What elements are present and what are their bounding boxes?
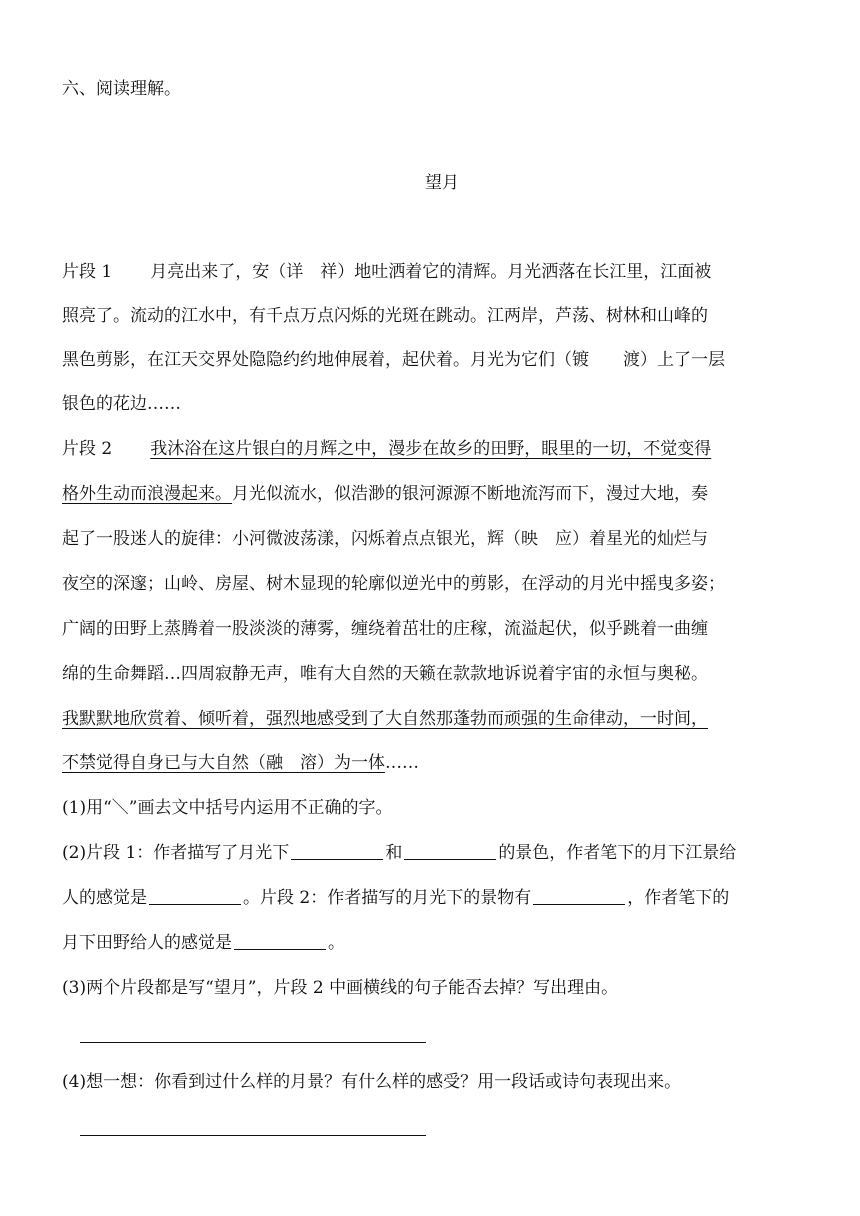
- passage-1-line-3: 黑色剪影，在江天交界处隐隐约约地伸展着，起伏着。月光为它们（镀 渡）上了一层: [62, 350, 725, 370]
- answer-blank-1[interactable]: [291, 843, 383, 860]
- passage-2-line-8: [62, 752, 419, 774]
- passage-2-line-5: 广阔的田野上蒸腾着一股淡淡的薄雾，缠绕着茁壮的庄稼，流溢起伏，似乎跳着一曲缠: [62, 619, 708, 639]
- passage-2-label: 片段 2: [62, 439, 113, 459]
- answer-blank-4[interactable]: [533, 888, 625, 905]
- passage-2-line-3: 起了一股迷人的旋律：小河微波荡漾，闪烁着点点银光，辉（映 应）着星光的灿烂与: [62, 529, 708, 549]
- answer-blank-3[interactable]: [149, 888, 241, 905]
- passage-1-label: 片段 1: [62, 262, 113, 282]
- answer-line-question-4[interactable]: [80, 1135, 426, 1136]
- passage-1-text-1: 月亮出来了，安（详 祥）地吐洒着它的清辉。月光洒落在长江里，江面被: [150, 262, 712, 282]
- passage-1-line-1: [62, 261, 711, 283]
- section-heading: 六、阅读理解。: [62, 79, 181, 99]
- passage-2-line-2: [62, 483, 708, 505]
- question-2-line-3: [62, 932, 345, 954]
- passage-2-text-2: 月光似流水，似浩渺的银河源源不断地流泻而下，漫过大地，奏: [232, 484, 708, 504]
- passage-2-line-4: 夜空的深邃；山岭、房屋、树木显现的轮廓似逆光中的剪影，在浮动的月光中摇曳多姿；: [62, 574, 725, 594]
- passage-2-text-8: ……: [385, 753, 419, 773]
- answer-blank-5[interactable]: [234, 933, 326, 950]
- question-2-line-2: [62, 887, 729, 909]
- question-2-text-f: ，作者笔下的: [627, 888, 730, 908]
- passage-2-line-7: [62, 708, 708, 730]
- passage-1-line-4: 银色的花边……: [62, 394, 181, 414]
- question-2-line-1: [62, 842, 736, 864]
- question-3: (3)两个片段都是写“望月”，片段 2 中画横线的句子能否去掉？写出理由。: [62, 978, 619, 998]
- question-2-text-h: 。: [328, 933, 345, 953]
- question-4: (4)想一想：你看到过什么样的月景？有什么样的感受？用一段话或诗句表现出来。: [62, 1072, 682, 1092]
- passage-title: 望月: [425, 173, 459, 193]
- passage-2-line-6: 绵的生命舞蹈…四周寂静无声，唯有大自然的天籁在款款地诉说着宇宙的永恒与奥秘。: [62, 664, 708, 684]
- passage-2-underlined-sentence-2a: 我默默地欣赏着、倾听着，强烈地感受到了大自然那蓬勃而顽强的生命律动，一时间，: [62, 709, 708, 729]
- question-2-text-a: (2)片段 1：作者描写了月光下: [62, 843, 290, 863]
- passage-2-underlined-sentence-2b: 不禁觉得自身已与大自然（融 溶）为一体: [62, 753, 385, 773]
- passage-1-line-2: 照亮了。流动的江水中，有千点万点闪烁的光斑在跳动。江两岸，芦荡、树林和山峰的: [62, 306, 708, 326]
- question-2-text-d: 人的感觉是: [62, 888, 147, 908]
- answer-blank-2[interactable]: [404, 843, 496, 860]
- passage-2-underlined-sentence-1b: 格外生动而浪漫起来。: [62, 484, 232, 504]
- answer-line-question-3[interactable]: [80, 1042, 426, 1043]
- question-2-text-b: 和: [385, 843, 403, 863]
- passage-2-underlined-sentence-1a: 我沐浴在这片银白的月辉之中，漫步在故乡的田野，眼里的一切，不觉变得: [150, 439, 712, 459]
- question-2-text-g: 月下田野给人的感觉是: [62, 933, 232, 953]
- question-2-text-e: 。片段 2：作者描写的月光下的景物有: [243, 888, 532, 908]
- passage-2-line-1: [62, 438, 711, 460]
- question-2-text-c: 的景色，作者笔下的月下江景给: [498, 843, 737, 863]
- question-1: (1)用“＼”画去文中括号内运用不正确的字。: [62, 798, 393, 818]
